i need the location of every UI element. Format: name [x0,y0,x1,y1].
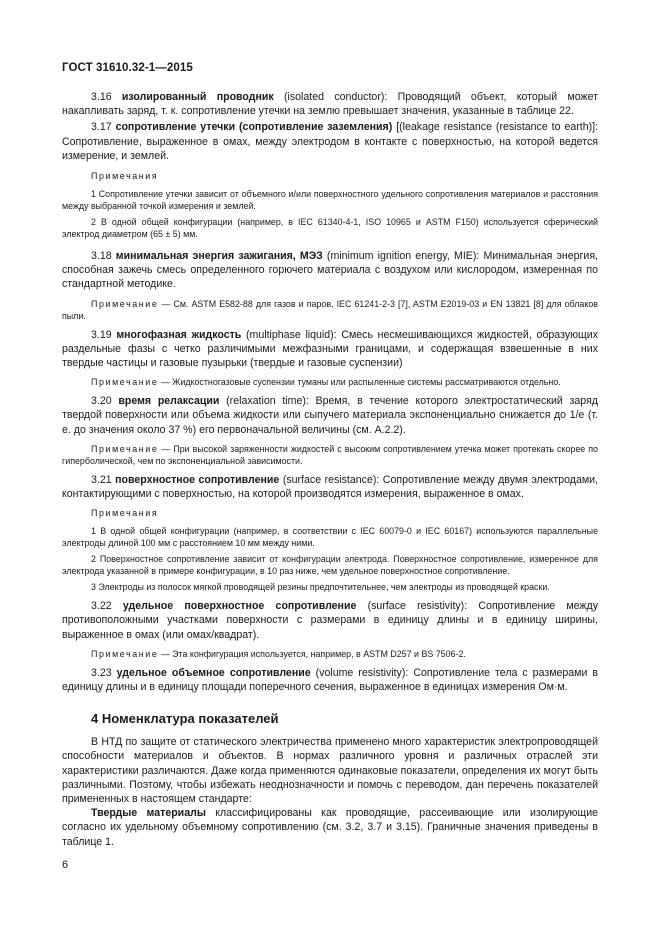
note-text: — Жидкостногазовые суспензии туманы или распыленные системы рассматриваются отдельно. [158,377,561,388]
note-text: 3 Электроды из полосок мягкой проводящей резины предпочтительнее, чем электроды из проводящей краски. [91,582,550,593]
term-3-16 [62,90,598,118]
term-number: 3.16 [91,91,122,103]
note-text: 2 В одной общей конфигурации (например, в IEC 61340-4-1, ISO 10965 и ASTM F150) используется сферический электрод диаметром (65 ± 5) мм. [62,217,598,240]
term-number: 3.17 [91,121,116,134]
term-3-19 [62,328,598,371]
term-name: поверхностное сопротивление [115,473,280,486]
term-definition: (multiphase liquid): Смесь несмешивающихся жидкостей, образующих раздельные фазы с четко различимыми межфазными границами, и содержащая взвешенные в них твердые частицы и газовые пузырьки (твердые и газовые суспензии) [62,328,598,370]
term-name: сопротивление утечки (сопротивление заземления) [115,121,393,134]
section-paragraph [62,806,598,849]
note-label: Примечание [91,298,159,309]
term-3-20 [62,394,598,437]
term-definition: (minimum ignition energy, MIE): Минимальная энергия, способная зажечь смесь определенного горючего материала с воздухом или кислородом, измеренная по стандартной методике. [62,250,598,291]
page-content [62,90,598,849]
term-definition: (isolated conductor): Проводящий объект, который может накапливать заряд, т. к. сопротивление утечки на землю превышает значения, указанные в таблице 22. [62,91,598,118]
term-number: 3.20 [91,395,119,408]
page-number: 6 [62,859,69,871]
note-paragraph [62,648,598,660]
term-name: удельное объемное сопротивление [116,666,311,679]
note-text: 1 В одной общей конфигурации (например, в соответствии с IEC 60079-0 и IEC 60167) используются параллельные электроды длиной 100 мм с расстоянием 10 мм между ними. [62,526,598,549]
term-definition: (surface resistance): Сопротивление между двумя электродами, контактирующими с поверхностью, на которой производятся измерения, выраженное в омах. [62,473,598,501]
term-3-22 [62,599,598,642]
term-definition: (surface resistivity): Сопротивление между противоположными участками поверхности с размерами в единицу длины и в единицу ширины, выраженное в омах (или омах/квадрат). [62,600,598,641]
note-text: 1 Сопротивление утечки зависит от объемного и/или поверхностного удельного сопротивления материалов и расстояния между выбранной точкой измерения и землей. [62,189,598,212]
term-number: 3.22 [91,600,123,613]
term-name: изолированный проводник [121,91,274,103]
note-label: Примечание [91,648,159,659]
term-definition: (volume resistivity): Сопротивление тела с размерами в единицу длины и в единицу площади поперечного сечения, выраженное в единицах измерения Ом·м. [62,666,598,694]
note-text: 2 Поверхностное сопротивление зависит от конфигурации электрода. Поверхностное сопротивление, измеренное для электрода указанной в примере конфигурации, в 10 раз ниже, чем удельное поверхностное сопротивление. [62,554,598,577]
section-heading: 4 Номенклатура показателей [91,711,279,727]
note-paragraph [62,376,598,388]
term-number: 3.18 [91,250,116,263]
notes-heading: Примечания [91,508,159,519]
section-paragraph: В НТД по защите от статического электричества применено много характеристик электропроводящей способности материалов и объектов. В нормах различного уровня и различных отраслей эти характеристики различаются. Даже когда применяются одинаковые показатели, определения их могут быть различными. Поэтому, чтобы избежать неоднозначности и помочь с переводом, дан перечень показателей примененных в настоящем стандарте: [62,736,598,806]
note-label: Примечание [91,377,159,388]
term-name: удельное поверхностное сопротивление [122,600,357,613]
paragraph-text: классифицированы как проводящие, рассеивающие или изолирующие согласно их удельному объемному сопротивлению (см. 3.2, 3.7 и 3.15). Граничные значения приведены в таблице 1. [62,807,599,848]
term-name: Твердые материалы [91,807,206,820]
term-name: минимальная энергия зажигания, МЭЗ [115,250,323,263]
term-definition: [(leakage resistance (resistance to earth)]: Сопротивление, выраженное в омах, между электродом в контакте с поверхностью, на которой ведется измерение, и землей. [62,121,598,162]
note-paragraph [62,298,598,322]
term-number: 3.19 [91,328,117,341]
term-3-23 [62,666,598,694]
term-name: многофазная жидкость [116,328,242,341]
term-3-18 [62,249,598,292]
term-number: 3.21 [91,473,116,486]
note-text: — При высокой заряженности жидкостей с высоким сопротивлением утечка может протекать скорее по гиперболической, чем по экспоненциальной зависимости. [62,443,598,466]
notes-heading: Примечания [91,171,159,182]
note-text: — Эта конфигурация используется, например, в ASTM D257 и BS 7506-2. [158,648,466,659]
note-text: — См. ASTM E582-88 для газов и паров, IEC 61241-2-3 [7], ASTM E2019-03 и EN 13821 [8] для облаков пыли. [62,298,598,321]
note-label: Примечание [91,443,159,454]
note-paragraph [62,443,598,467]
term-3-17 [62,120,598,163]
term-3-21 [62,473,598,501]
term-number: 3.23 [91,666,117,679]
term-definition: (relaxation time): Время, в течение которого электростатический заряд твердой поверхности или объема жидкости или сыпучего материала экспоненциально снижается до 1/e (т. е. до значения около 37 %) его первоначальной величины (см. А.2.2). [62,395,598,436]
document-header: ГОСТ 31610.32-1—2015 [62,62,193,74]
term-name: время релаксации [118,395,220,408]
